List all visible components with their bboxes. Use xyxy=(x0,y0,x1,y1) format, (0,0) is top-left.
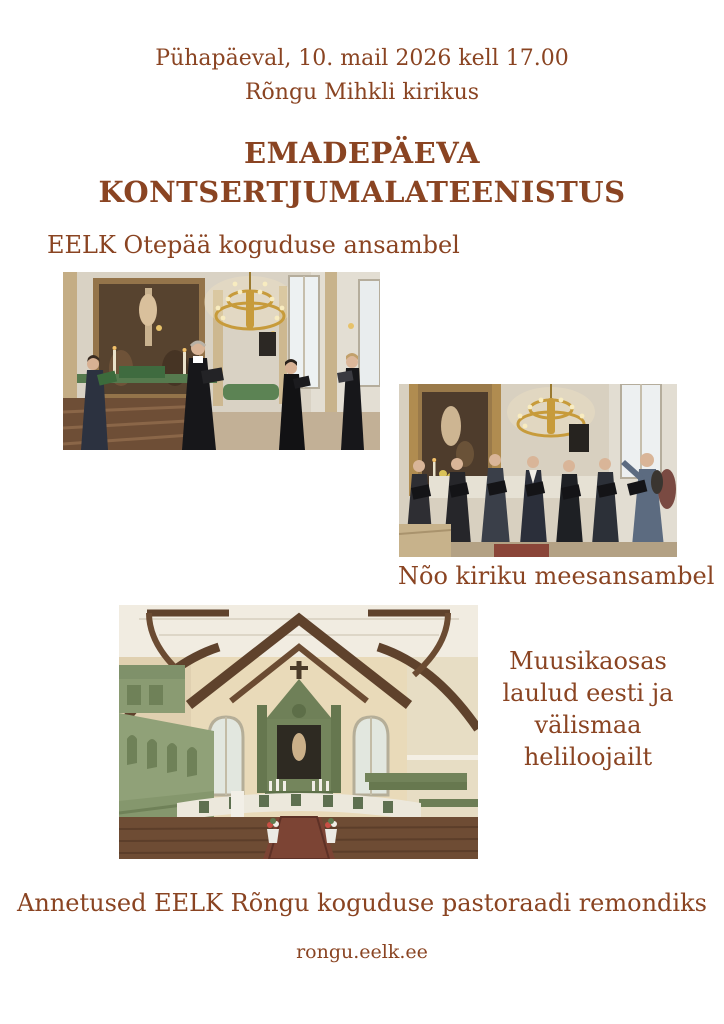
music-note-line: välismaa xyxy=(534,711,642,739)
church-chancel-illustration xyxy=(119,605,478,859)
poster-title-line2: KONTSERTJUMALATEENISTUS xyxy=(98,175,626,209)
event-datetime: Pühapäeval, 10. mail 2026 kell 17.00 xyxy=(155,46,569,71)
otepaa-ensemble-caption: EELK Otepää koguduse ansambel xyxy=(47,231,460,259)
music-program-note xyxy=(468,645,708,773)
church-interior-noo-illustration xyxy=(399,384,677,557)
website-url: rongu.eelk.ee xyxy=(296,941,428,963)
photo-noo-ensemble xyxy=(399,384,677,557)
photo-otepaa-ensemble xyxy=(63,272,380,450)
music-note-line: laulud eesti ja xyxy=(502,679,674,707)
noo-ensemble-caption: Nõo kiriku meesansambel xyxy=(398,562,715,590)
event-location: Rõngu Mihkli kirikus xyxy=(244,80,480,105)
music-note-line: Muusikaosas xyxy=(509,647,667,675)
donation-note: Annetused EELK Rõngu koguduse pastoraadi remondiks xyxy=(17,889,707,917)
poster-title-line1: EMADEPÄEVA xyxy=(243,136,480,170)
photo-rongu-church-interior xyxy=(119,605,478,859)
music-note-line: heliloojailt xyxy=(523,743,653,771)
church-interior-otepaa-illustration xyxy=(63,272,380,450)
